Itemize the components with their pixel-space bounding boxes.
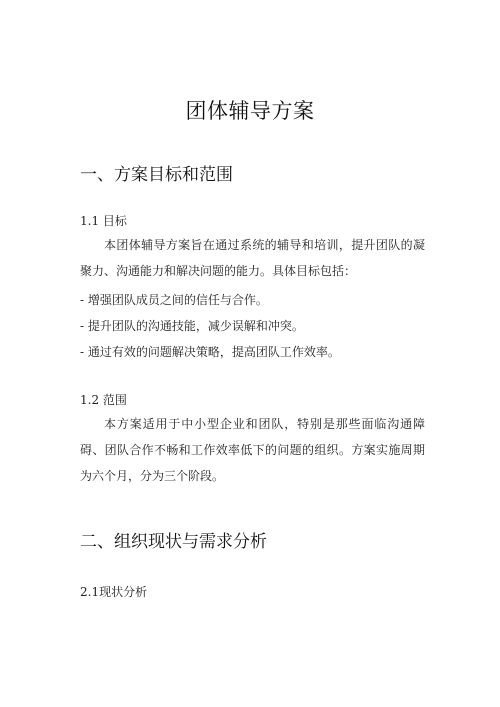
section-heading-2: 二、组织现状与需求分析 [80, 532, 267, 552]
goal-bullet-2: - 提升团队的沟通技能，减少误解和冲突。 [80, 319, 304, 333]
goal-paragraph: 本团体辅导方案旨在通过系统的辅导和培训，提升团队的凝聚力、沟通能力和解决问题的能力。具体目标包括： [80, 238, 425, 278]
subsection-heading-2-1: 2.1现状分析 [80, 585, 148, 599]
section-heading-1: 一、方案目标和范围 [80, 165, 233, 185]
goal-bullet-3: - 通过有效的问题解决策略，提高团队工作效率。 [80, 345, 340, 359]
subsection-heading-1-2: 1.2 范围 [80, 393, 127, 407]
subsection-heading-1-1: 1.1 目标 [80, 214, 127, 228]
goal-bullet-1: - 增强团队成员之间的信任与合作。 [80, 293, 268, 307]
scope-paragraph: 本方案适用于中小型企业和团队，特别是那些面临沟通障碍、团队合作不畅和工作效率低下的问题的组织。方案实施周期为六个月，分为三个阶段。 [80, 417, 425, 483]
document-title: 团体辅导方案 [185, 99, 315, 123]
